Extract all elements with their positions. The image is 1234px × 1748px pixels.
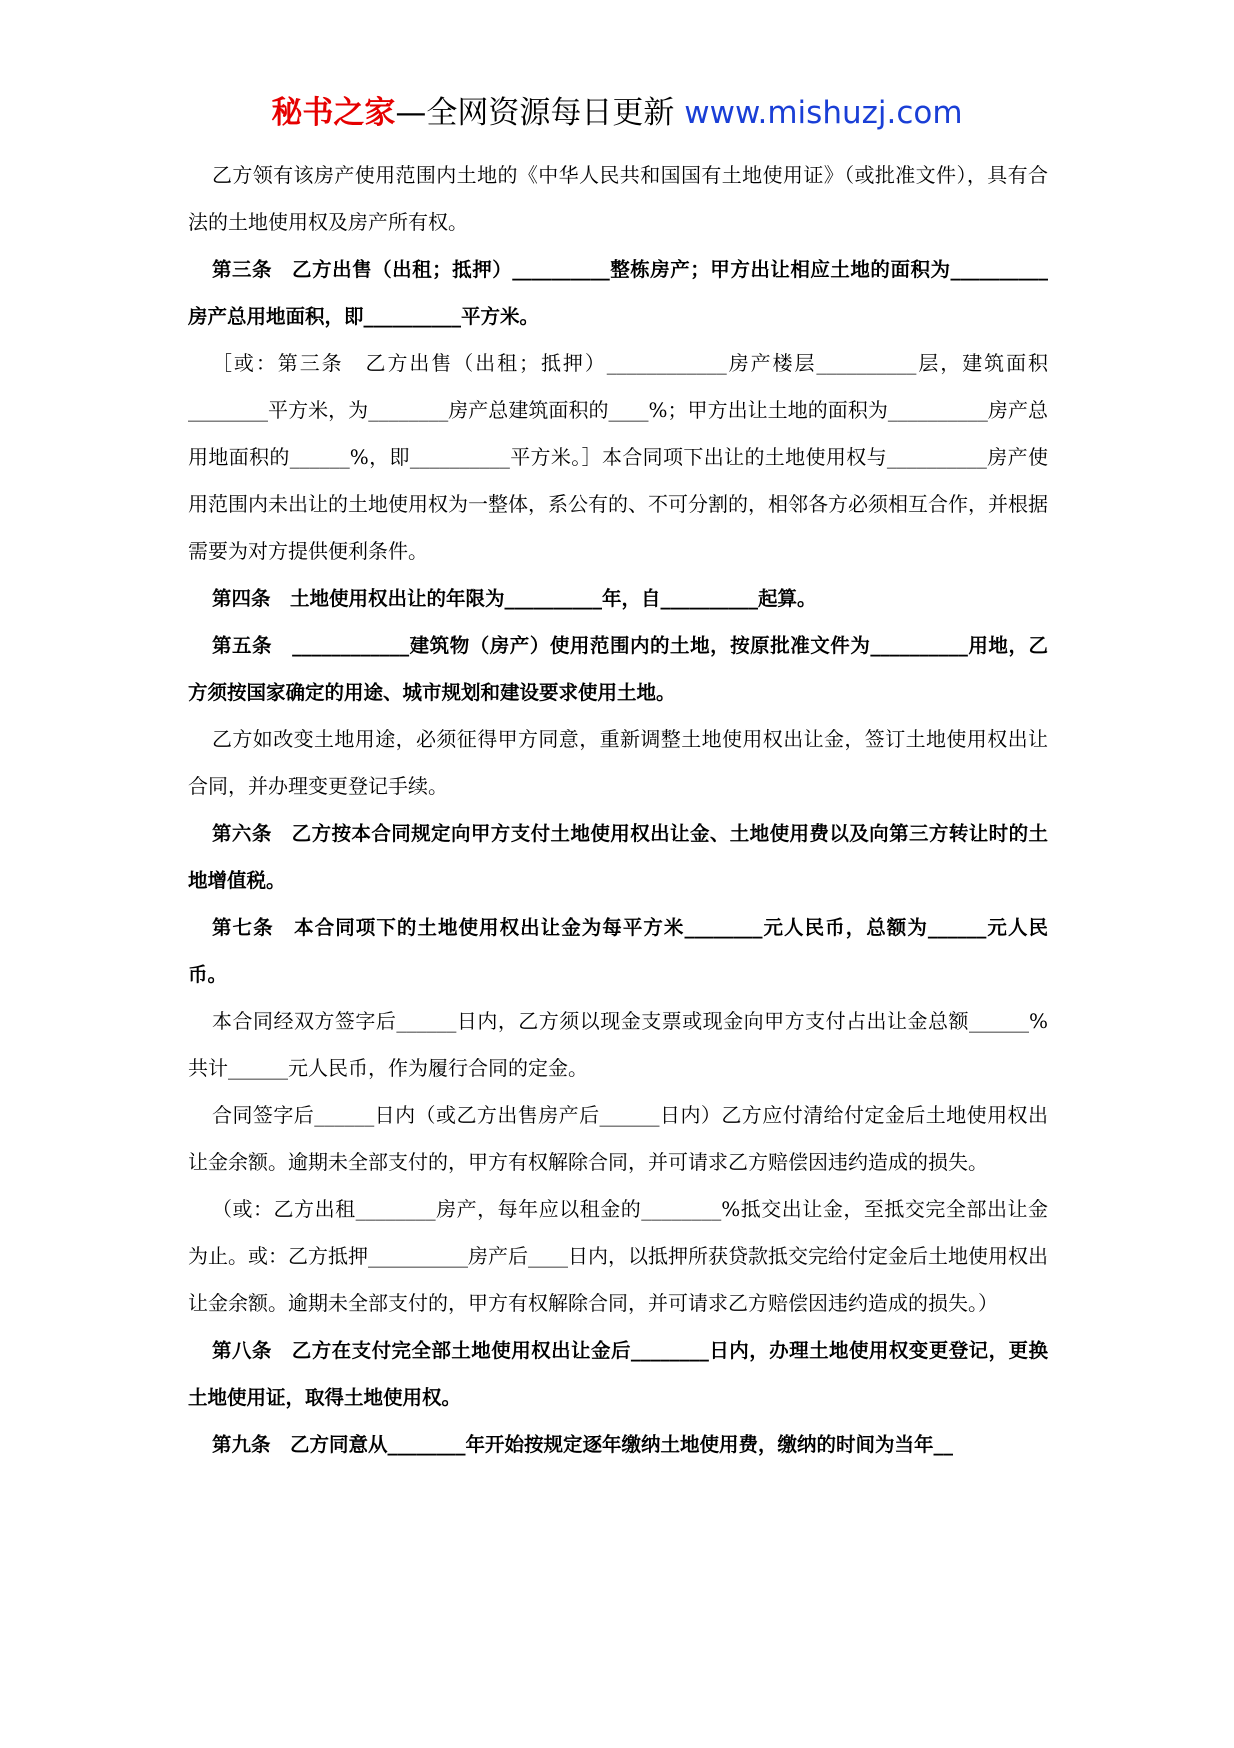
- banner-url[interactable]: www.mishuzj.com: [684, 95, 963, 131]
- contract-body: [188, 152, 1048, 1468]
- contract-paragraph: 乙方领有该房产使用范围内土地的《中华人民共和国国有土地使用证》（或批准文件），具有合法的土地使用权及房产所有权。: [188, 163, 1048, 234]
- contract-paragraph: 乙方如改变土地用途，必须征得甲方同意，重新调整土地使用权出让金，签订土地使用权出让合同，并办理变更登记手续。: [188, 727, 1048, 798]
- contract-paragraph: 本合同经双方签字后______日内，乙方须以现金支票或现金向甲方支付占出让金总额______%共计______元人民币，作为履行合同的定金。: [188, 1009, 1048, 1080]
- banner-slogan: —全网资源每日更新: [395, 95, 685, 131]
- contract-article: 第六条 乙方按本合同规定向甲方支付土地使用权出让金、土地使用费以及向第三方转让时的土地增值税。: [188, 822, 1048, 892]
- contract-paragraph: 合同签字后______日内（或乙方出售房产后______日内）乙方应付清给付定金后土地使用权出让金余额。逾期未全部支付的，甲方有权解除合同，并可请求乙方赔偿因违约造成的损失。: [188, 1103, 1048, 1174]
- contract-article: 第九条 乙方同意从________年开始按规定逐年缴纳土地使用费，缴纳的时间为当年__: [212, 1433, 954, 1456]
- contract-paragraph: （或：乙方出租________房产，每年应以租金的________%抵交出让金，至抵交完全部出让金为止。或：乙方抵押__________房产后____日内，以抵押所获贷款抵交完给付定金后土地使用权出让金余额。逾期未全部支付的，甲方有权解除合同，并可请求乙方赔偿因违约造成的损失。）: [188, 1197, 1048, 1315]
- contract-article: 第五条 ____________建筑物（房产）使用范围内的土地，按原批准文件为__________用地，乙方须按国家确定的用途、城市规划和建设要求使用土地。: [188, 634, 1048, 704]
- contract-article: 第四条 土地使用权出让的年限为__________年，自__________起算。: [212, 587, 817, 610]
- banner-brand: 秘书之家: [271, 95, 396, 131]
- contract-article: 第三条 乙方出售（出租；抵押）__________整栋房产；甲方出让相应土地的面积为__________房产总用地面积，即__________平方米。: [188, 258, 1048, 328]
- site-banner: [0, 95, 1234, 131]
- contract-paragraph: ［或：第三条 乙方出售（出租；抵押）____________房产楼层__________层，建筑面积________平方米，为________房产总建筑面积的____%；甲方出让土地的面积为__________房产总用地面积的______%，即__________平方米。］本合同项下出让的土地使用权与__________房产使用范围内未出让的土地使用权为一整体，系公有的、不可分割的，相邻各方必须相互合作，并根据需要为对方提供便利条件。: [188, 351, 1048, 563]
- contract-article: 第八条 乙方在支付完全部土地使用权出让金后________日内，办理土地使用权变更登记，更换土地使用证，取得土地使用权。: [188, 1339, 1048, 1409]
- contract-article: 第七条 本合同项下的土地使用权出让金为每平方米________元人民币，总额为______元人民币。: [188, 916, 1048, 986]
